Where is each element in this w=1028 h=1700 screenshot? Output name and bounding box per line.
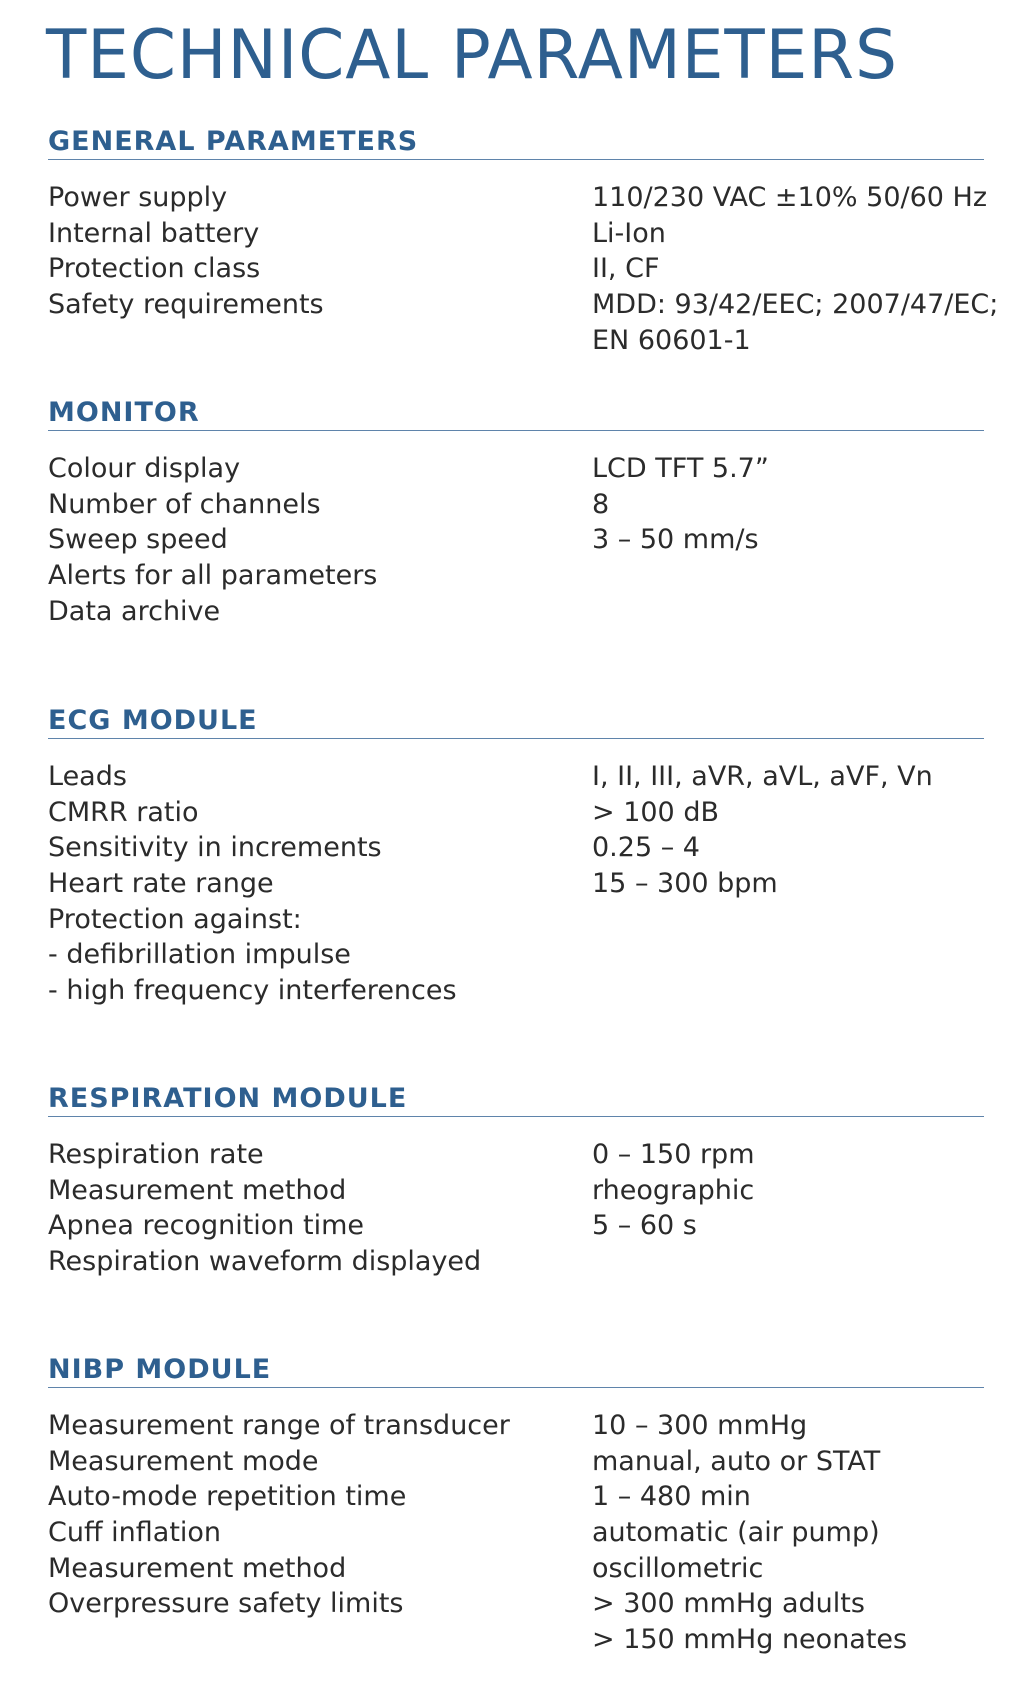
parameter-row <box>48 558 984 594</box>
section-divider <box>48 1387 984 1388</box>
parameter-value: 5 – 60 s <box>592 1210 697 1242</box>
parameter-label: Measurement method <box>48 1552 347 1584</box>
parameter-label: Measurement range of transducer <box>48 1410 510 1441</box>
section-heading: RESPIRATION MODULE <box>48 1083 408 1114</box>
parameter-label: CMRR ratio <box>48 796 199 828</box>
parameter-label: Overpressure safety limits <box>48 1588 404 1620</box>
parameter-list <box>48 180 999 358</box>
page-title: TECHNICAL PARAMETERS <box>46 16 898 95</box>
section-monitor <box>48 396 984 629</box>
parameter-label: Auto-mode repetition time <box>48 1481 407 1513</box>
parameter-list <box>48 451 984 629</box>
parameter-value: MDD: 93/42/EEC; 2007/47/EC; <box>592 289 999 321</box>
parameter-value: 110/230 VAC ±10% 50/60 Hz <box>592 182 988 213</box>
parameter-label: Respiration rate <box>48 1139 264 1170</box>
parameter-label: Sensitivity in increments <box>48 832 382 864</box>
section-nibp-module <box>48 1353 984 1658</box>
parameter-label: Colour display <box>48 453 241 484</box>
parameter-row <box>48 323 984 359</box>
parameter-label: Protection class <box>48 253 261 285</box>
parameter-row <box>48 522 984 558</box>
parameter-row <box>48 759 984 795</box>
parameter-label: Measurement method <box>48 1174 347 1206</box>
parameter-row <box>48 180 988 216</box>
parameter-row <box>48 1515 984 1551</box>
section-heading: MONITOR <box>48 397 200 428</box>
parameter-value: automatic (air pump) <box>592 1517 880 1549</box>
section-respiration-module <box>48 1082 984 1280</box>
parameter-label: Measurement mode <box>48 1445 319 1477</box>
parameter-value: 3 – 50 mm/s <box>592 524 759 556</box>
parameter-value: Li-Ion <box>592 217 666 249</box>
section-general-parameters <box>48 125 999 358</box>
parameter-value: > 100 dB <box>592 796 719 828</box>
parameter-label: Safety requirements <box>48 289 324 321</box>
parameter-label: Sweep speed <box>48 524 228 556</box>
section-heading: GENERAL PARAMETERS <box>48 126 419 157</box>
parameter-row <box>48 1408 984 1444</box>
parameter-value: manual, auto or STAT <box>592 1445 881 1477</box>
parameter-label: Data archive <box>48 595 221 627</box>
parameter-value: EN 60601-1 <box>592 324 751 356</box>
parameter-value: LCD TFT 5.7” <box>592 453 769 484</box>
parameter-value: > 300 mmHg adults <box>592 1588 865 1620</box>
parameter-value: II, CF <box>592 253 660 285</box>
parameter-label: - high frequency interferences <box>48 975 457 1007</box>
section-ecg-module <box>48 704 984 1009</box>
parameter-list <box>48 1408 984 1658</box>
parameter-value: 8 <box>592 488 610 520</box>
parameter-row <box>48 1173 984 1209</box>
parameter-value: I, II, III, aVR, aVL, aVF, Vn <box>592 761 933 792</box>
parameter-row <box>48 594 984 630</box>
parameter-value: 15 – 300 bpm <box>592 868 778 900</box>
parameter-list <box>48 1137 984 1280</box>
parameter-label: Cuff inflation <box>48 1517 222 1549</box>
parameter-row <box>48 1137 984 1173</box>
section-divider <box>48 738 984 739</box>
parameter-row <box>48 251 984 287</box>
parameter-row <box>48 1444 984 1480</box>
parameter-label: Power supply <box>48 182 228 213</box>
parameter-row <box>48 1244 984 1280</box>
parameter-list <box>48 759 984 1009</box>
parameter-label: Number of channels <box>48 488 321 520</box>
parameter-row <box>48 451 984 487</box>
parameter-row <box>48 216 984 252</box>
parameter-row <box>48 287 999 323</box>
parameter-label: Alerts for all parameters <box>48 560 378 592</box>
parameter-row <box>48 1551 984 1587</box>
parameter-value: 1 – 480 min <box>592 1481 751 1513</box>
parameter-row <box>48 487 984 523</box>
parameter-value: rheographic <box>592 1174 755 1206</box>
parameter-label: Apnea recognition time <box>48 1210 364 1242</box>
parameter-row <box>48 795 984 831</box>
parameter-label: Heart rate range <box>48 868 274 900</box>
parameter-row <box>48 937 984 973</box>
parameter-row <box>48 1586 984 1622</box>
parameter-label: Leads <box>48 761 127 792</box>
section-heading: ECG MODULE <box>48 705 258 736</box>
section-divider <box>48 1116 984 1117</box>
section-divider <box>48 159 984 160</box>
section-divider <box>48 430 984 431</box>
parameter-label: Internal battery <box>48 217 260 249</box>
parameter-value: 0.25 – 4 <box>592 832 700 864</box>
parameter-label: Respiration waveform displayed <box>48 1246 482 1278</box>
section-heading: NIBP MODULE <box>48 1354 272 1385</box>
parameter-value: oscillometric <box>592 1552 764 1584</box>
parameter-row <box>48 1479 984 1515</box>
parameter-label: - defibrillation impulse <box>48 939 351 971</box>
parameter-value: 10 – 300 mmHg <box>592 1410 808 1441</box>
parameter-row <box>48 902 984 938</box>
parameter-row <box>48 830 984 866</box>
parameter-row <box>48 866 984 902</box>
parameter-value: > 150 mmHg neonates <box>592 1624 908 1656</box>
parameter-row <box>48 1622 984 1658</box>
parameter-label: Protection against: <box>48 903 302 935</box>
parameter-value: 0 – 150 rpm <box>592 1139 755 1170</box>
parameter-row <box>48 973 984 1009</box>
parameter-row <box>48 1208 984 1244</box>
